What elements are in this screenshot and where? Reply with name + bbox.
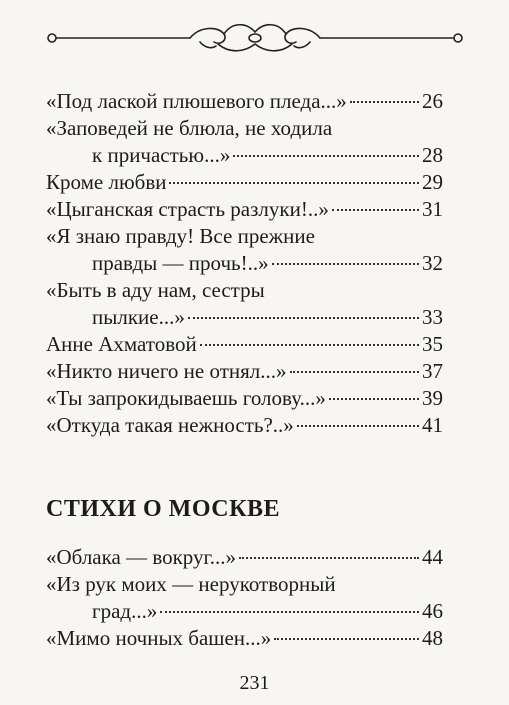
toc-entry-page: 48 bbox=[422, 626, 443, 650]
toc-entry-title: «Быть в аду нам, сестры bbox=[46, 278, 265, 302]
toc-entry-page: 46 bbox=[422, 599, 443, 623]
toc-entry-title: «Откуда такая нежность?..» bbox=[46, 413, 294, 437]
toc-entry-title: «Из рук моих — нерукотворный bbox=[46, 572, 336, 596]
dot-leader bbox=[290, 371, 419, 373]
table-of-contents bbox=[46, 88, 443, 439]
toc-entry-title: Кроме любви bbox=[46, 170, 167, 194]
toc-entry-page: 33 bbox=[422, 305, 443, 329]
toc-entry bbox=[46, 196, 443, 223]
toc-entry-title: к причастью...» bbox=[92, 143, 231, 167]
toc-entry bbox=[46, 88, 443, 115]
dot-leader bbox=[274, 638, 419, 640]
toc-entry bbox=[46, 358, 443, 385]
toc-entry-page: 39 bbox=[422, 386, 443, 410]
toc-entry bbox=[46, 625, 443, 652]
dot-leader bbox=[200, 344, 419, 346]
toc-entry-page: 32 bbox=[422, 251, 443, 275]
dot-leader bbox=[297, 425, 419, 427]
dot-leader bbox=[239, 557, 419, 559]
toc-entry-title: «Мимо ночных башен...» bbox=[46, 626, 272, 650]
toc-entry-title: «Никто ничего не отнял...» bbox=[46, 359, 287, 383]
toc-entry-title: град...» bbox=[92, 599, 158, 623]
toc-entry bbox=[46, 412, 443, 439]
toc-entry-page: 28 bbox=[422, 143, 443, 167]
toc-entry-page: 26 bbox=[422, 89, 443, 113]
dot-leader bbox=[272, 263, 419, 265]
toc-entry bbox=[46, 385, 443, 412]
toc-entry bbox=[46, 331, 443, 358]
dot-leader bbox=[160, 611, 419, 613]
toc-entry-page: 44 bbox=[422, 545, 443, 569]
toc-entry-page: 35 bbox=[422, 332, 443, 356]
toc-entry-page: 37 bbox=[422, 359, 443, 383]
dot-leader bbox=[350, 101, 419, 103]
toc-entry-title: правды — прочь!..» bbox=[92, 251, 269, 275]
toc-entry bbox=[46, 544, 443, 571]
toc-entry-title: «Облака — вокруг...» bbox=[46, 545, 237, 569]
table-of-contents-moscow bbox=[46, 544, 443, 652]
toc-entry-title: «Ты запрокидываешь голову...» bbox=[46, 386, 326, 410]
toc-entry-title: «Заповедей не блюла, не ходила bbox=[46, 116, 333, 140]
dot-leader bbox=[169, 182, 419, 184]
flourish-divider-icon bbox=[40, 18, 470, 58]
page-number: 231 bbox=[239, 672, 270, 694]
toc-entry-title: «Я знаю правду! Все прежние bbox=[46, 224, 315, 248]
dot-leader bbox=[188, 317, 419, 319]
toc-entry-page: 41 bbox=[422, 413, 443, 437]
toc-entry-title: «Под лаской плюшевого пледа...» bbox=[46, 89, 347, 113]
dot-leader bbox=[329, 398, 419, 400]
toc-entry bbox=[46, 169, 443, 196]
dot-leader bbox=[332, 209, 419, 211]
dot-leader bbox=[233, 155, 419, 157]
toc-entry-title: «Цыганская страсть разлуки!..» bbox=[46, 197, 329, 221]
toc-entry-page: 29 bbox=[422, 170, 443, 194]
toc-entry-title: пылкие...» bbox=[92, 305, 185, 329]
toc-entry bbox=[46, 571, 443, 625]
toc-entry bbox=[46, 223, 443, 277]
toc-entry-page: 31 bbox=[422, 197, 443, 221]
section-title: СТИХИ О МОСКВЕ bbox=[46, 496, 281, 522]
toc-entry-title: Анне Ахматовой bbox=[46, 332, 197, 356]
toc-entry bbox=[46, 277, 443, 331]
toc-entry bbox=[46, 115, 443, 169]
